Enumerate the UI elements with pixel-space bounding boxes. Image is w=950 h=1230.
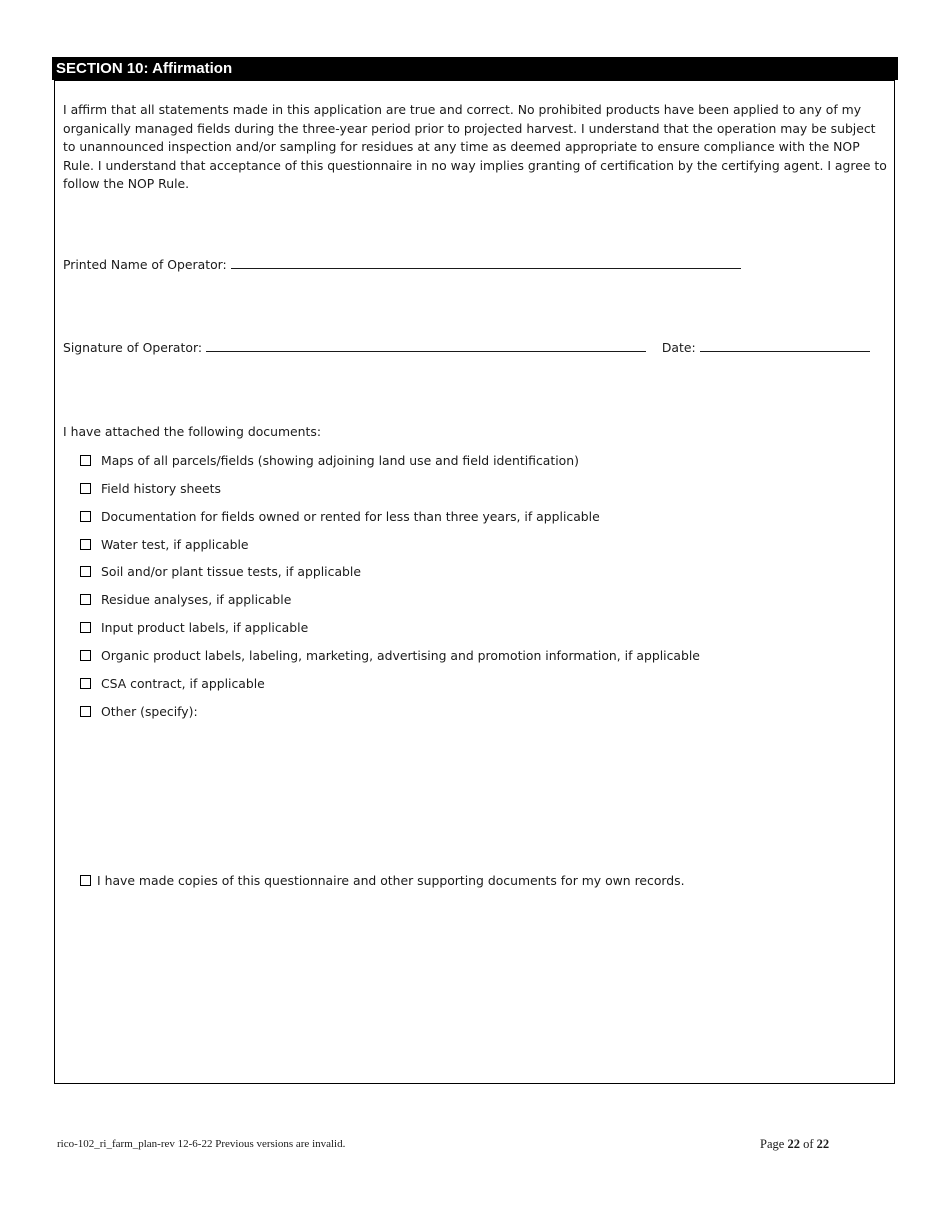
document-item-input-labels <box>80 618 308 636</box>
signature-field[interactable] <box>206 341 646 352</box>
date-label: Date: <box>661 340 696 355</box>
document-item-other <box>80 702 198 720</box>
page-prefix: Page <box>760 1137 785 1151</box>
document-item-label: CSA contract, if applicable <box>101 675 265 691</box>
soil-tests-checkbox[interactable] <box>80 566 91 577</box>
document-item-field-docs <box>80 507 600 525</box>
field-history-checkbox[interactable] <box>80 483 91 494</box>
document-item-label: Soil and/or plant tissue tests, if applicable <box>101 563 361 579</box>
document-item-label: Organic product labels, labeling, marketing, advertising and promotion information, if applicable <box>101 647 700 663</box>
maps-checkbox[interactable] <box>80 455 91 466</box>
page-of: of <box>803 1137 814 1151</box>
copies-row <box>80 871 685 889</box>
organic-labels-checkbox[interactable] <box>80 650 91 661</box>
input-labels-checkbox[interactable] <box>80 622 91 633</box>
copies-checkbox[interactable] <box>80 875 91 886</box>
document-item-field-history <box>80 479 221 497</box>
document-item-csa <box>80 674 265 692</box>
form-id: rico-102_ri_farm_plan-rev 12-6-22 Previous versions are invalid. <box>57 1138 346 1150</box>
document-item-label: Water test, if applicable <box>101 536 249 552</box>
page-current: 22 <box>787 1137 800 1151</box>
csa-checkbox[interactable] <box>80 678 91 689</box>
water-test-checkbox[interactable] <box>80 539 91 550</box>
field-docs-checkbox[interactable] <box>80 511 91 522</box>
residue-checkbox[interactable] <box>80 594 91 605</box>
document-item-residue <box>80 590 291 608</box>
signature-row <box>63 340 870 355</box>
copies-label: I have made copies of this questionnaire and other supporting documents for my own records. <box>97 872 685 888</box>
document-item-label: Documentation for fields owned or rented for less than three years, if applicable <box>101 508 600 524</box>
printed-name-row <box>63 257 741 272</box>
page-number <box>760 1137 829 1152</box>
printed-name-field[interactable] <box>231 258 741 269</box>
signature-label: Signature of Operator: <box>63 340 203 355</box>
document-item-water-test <box>80 535 249 553</box>
document-item-soil-tests <box>80 562 361 580</box>
section-title: SECTION 10: Affirmation <box>52 57 898 80</box>
affirmation-text: I affirm that all statements made in this application are true and correct. No prohibited products have been applied to any of my organically managed fields during the three-year period prior to projected harvest. I understand that the operation may be subject to unannounced inspection and/or sampling for residues at any time as deemed appropriate to ensure compliance with the NOP Rule. I understand that acceptance of this questionnaire in no way implies granting of certification by the certifying agent. I agree to follow the NOP Rule. <box>63 102 887 192</box>
document-item-organic-labels <box>80 646 700 664</box>
page-total: 22 <box>816 1137 830 1151</box>
document-item-label: Field history sheets <box>101 480 221 496</box>
documents-intro: I have attached the following documents: <box>63 424 321 439</box>
document-item-label: Maps of all parcels/fields (showing adjoining land use and field identification) <box>101 452 579 468</box>
document-item-maps <box>80 451 579 469</box>
section-box <box>54 80 895 1084</box>
document-item-label: Residue analyses, if applicable <box>101 591 292 607</box>
document-item-label: Other (specify): <box>101 703 198 719</box>
document-item-label: Input product labels, if applicable <box>101 619 309 635</box>
other-checkbox[interactable] <box>80 706 91 717</box>
date-field[interactable] <box>700 341 870 352</box>
printed-name-label: Printed Name of Operator: <box>63 257 227 272</box>
